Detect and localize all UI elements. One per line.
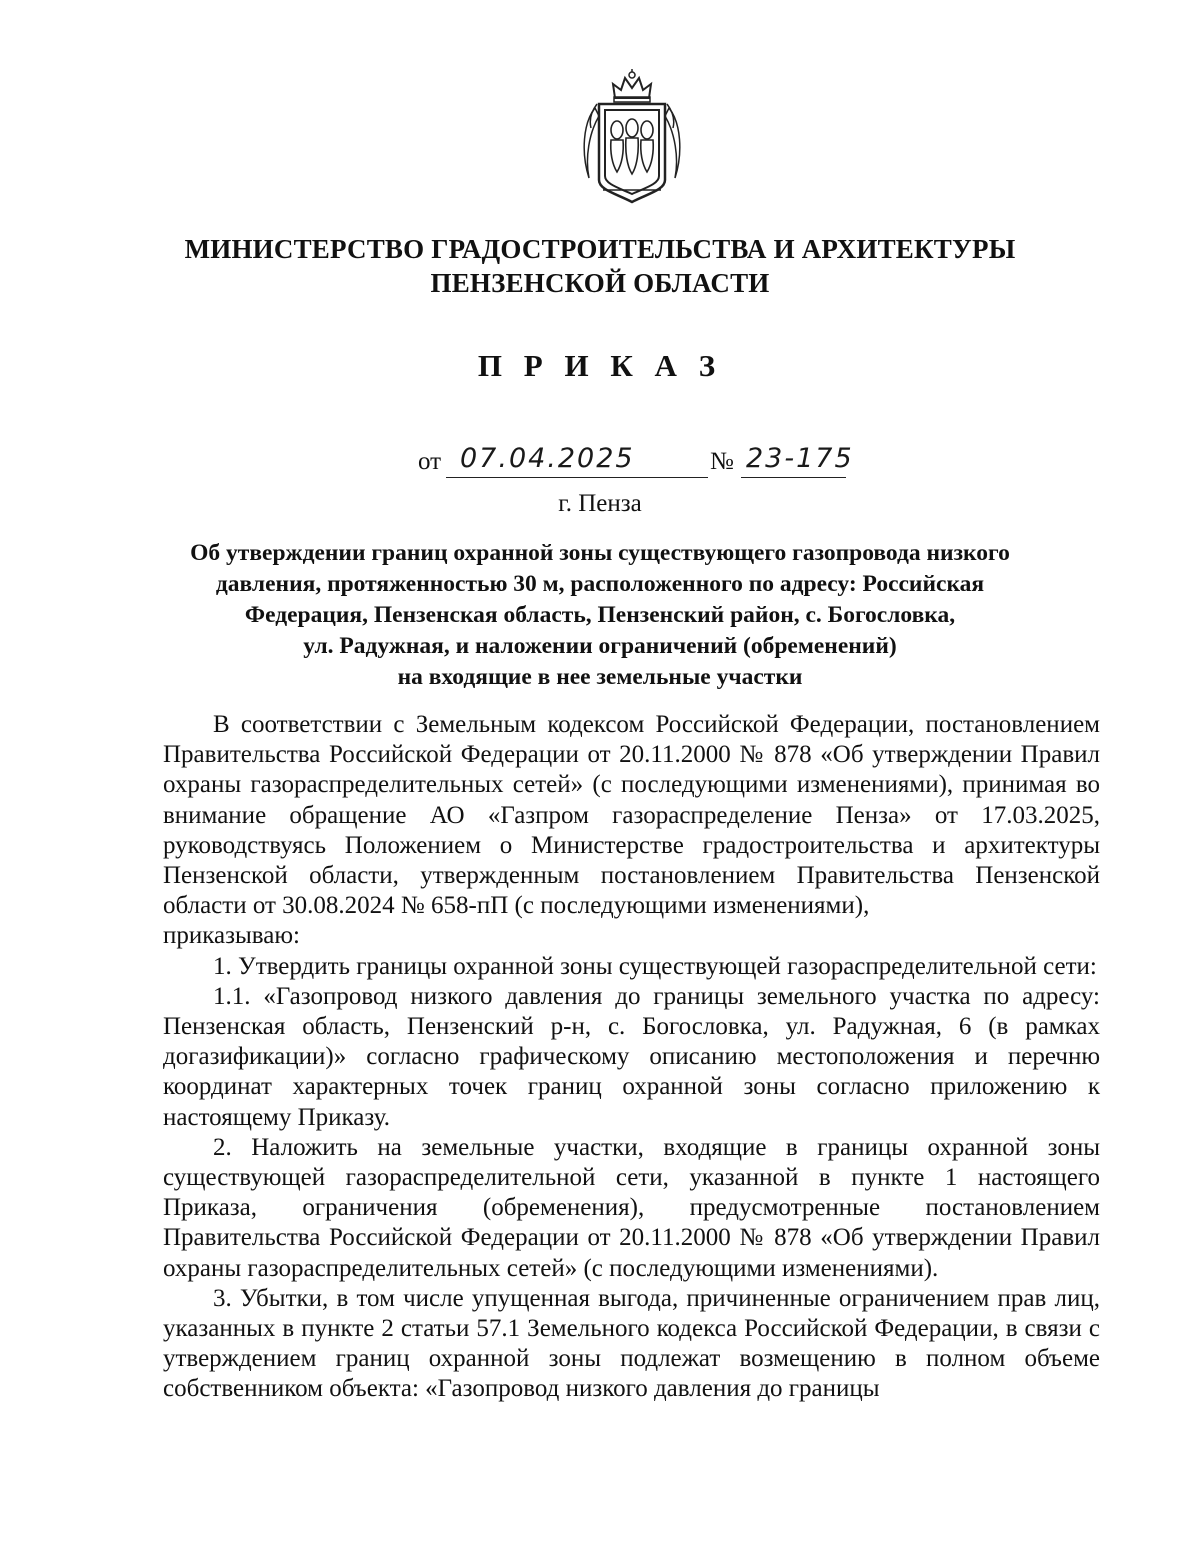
handwritten-date: 07.04.2025 <box>460 443 635 474</box>
ministry-name-line2: ПЕНЗЕНСКОЙ ОБЛАСТИ <box>430 268 770 298</box>
order-title: П Р И К А З <box>477 348 723 383</box>
item-2: 2. Наложить на земельные участки, входящие в границы охранной зоны существующей газораспределительной сети, указанной в пункте 1 настоящего Приказа, ограничения (обременения), предусмотренные постановлением Правительства Российской Федерации от 20.11.2000 № 878 «Об утверждении Правил охраны газораспределительных сетей» (с последующими изменениями). <box>163 1133 1100 1282</box>
coat-of-arms-emblem <box>577 68 687 208</box>
handwritten-number: 23-175 <box>746 443 854 474</box>
subject-line: Федерация, Пензенская область, Пензенский район, с. Богословка, <box>244 602 956 628</box>
item-1-1: 1.1. «Газопровод низкого давления до границы земельного участка по адресу: Пензенская область, Пензенский р-н, с. Богословка, ул. Радужная, 6 (в рамках догазификации)» согласно графическому описанию местоположения и перечню координат характерных точек границ охранной зоны согласно приложению к настоящему Приказу. <box>163 982 1100 1131</box>
ministry-name-line1: МИНИСТЕРСТВО ГРАДОСТРОИТЕЛЬСТВА И АРХИТЕКТУРЫ <box>184 234 1016 264</box>
item-1: 1. Утвердить границы охранной зоны существующей газораспределительной сети: <box>213 952 1097 980</box>
subject-line: Об утверждении границ охранной зоны существующего газопровода низкого <box>190 540 1010 566</box>
order-body <box>163 710 1100 1405</box>
subject-line: давления, протяженностью 30 м, расположенного по адресу: Российская <box>215 571 985 597</box>
ministry-name <box>150 232 1050 300</box>
date-underline <box>446 477 708 478</box>
order-subject <box>150 538 1050 693</box>
order-date-number-line <box>418 440 878 480</box>
item-3: 3. Убытки, в том числе упущенная выгода, причиненные ограничением прав лиц, указанных в пункте 2 статьи 57.1 Земельного кодекса Российской Федерации, в связи с утверждением границ охранной зоны подлежат возмещению в полном объеме собственником объекта: «Газопровод низкого давления до границы <box>163 1284 1100 1403</box>
subject-line: на входящие в нее земельные участки <box>397 664 803 690</box>
date-prefix: от <box>418 448 442 475</box>
subject-line: ул. Радужная, и наложении ограничений (обременений) <box>303 633 897 659</box>
number-prefix: № <box>710 448 734 475</box>
number-underline <box>741 477 846 478</box>
intro-paragraph: В соответствии с Земельным кодексом Российской Федерации, постановлением Правительства Российской Федерации от 20.11.2000 № 878 «Об утверждении Правил охраны газораспределительных сетей» (с последующими изменениями), принимая во внимание обращение АО «Газпром газораспределение Пенза» от 17.03.2025, руководствуясь Положением о Министерстве градостроительства и архитектуры Пензенской области, утвержденным постановлением Правительства Пензенской области от 30.08.2024 № 658-пП (с последующими изменениями), <box>163 711 1100 920</box>
city-name: г. Пенза <box>558 490 642 517</box>
decree-word: приказываю: <box>163 922 300 950</box>
